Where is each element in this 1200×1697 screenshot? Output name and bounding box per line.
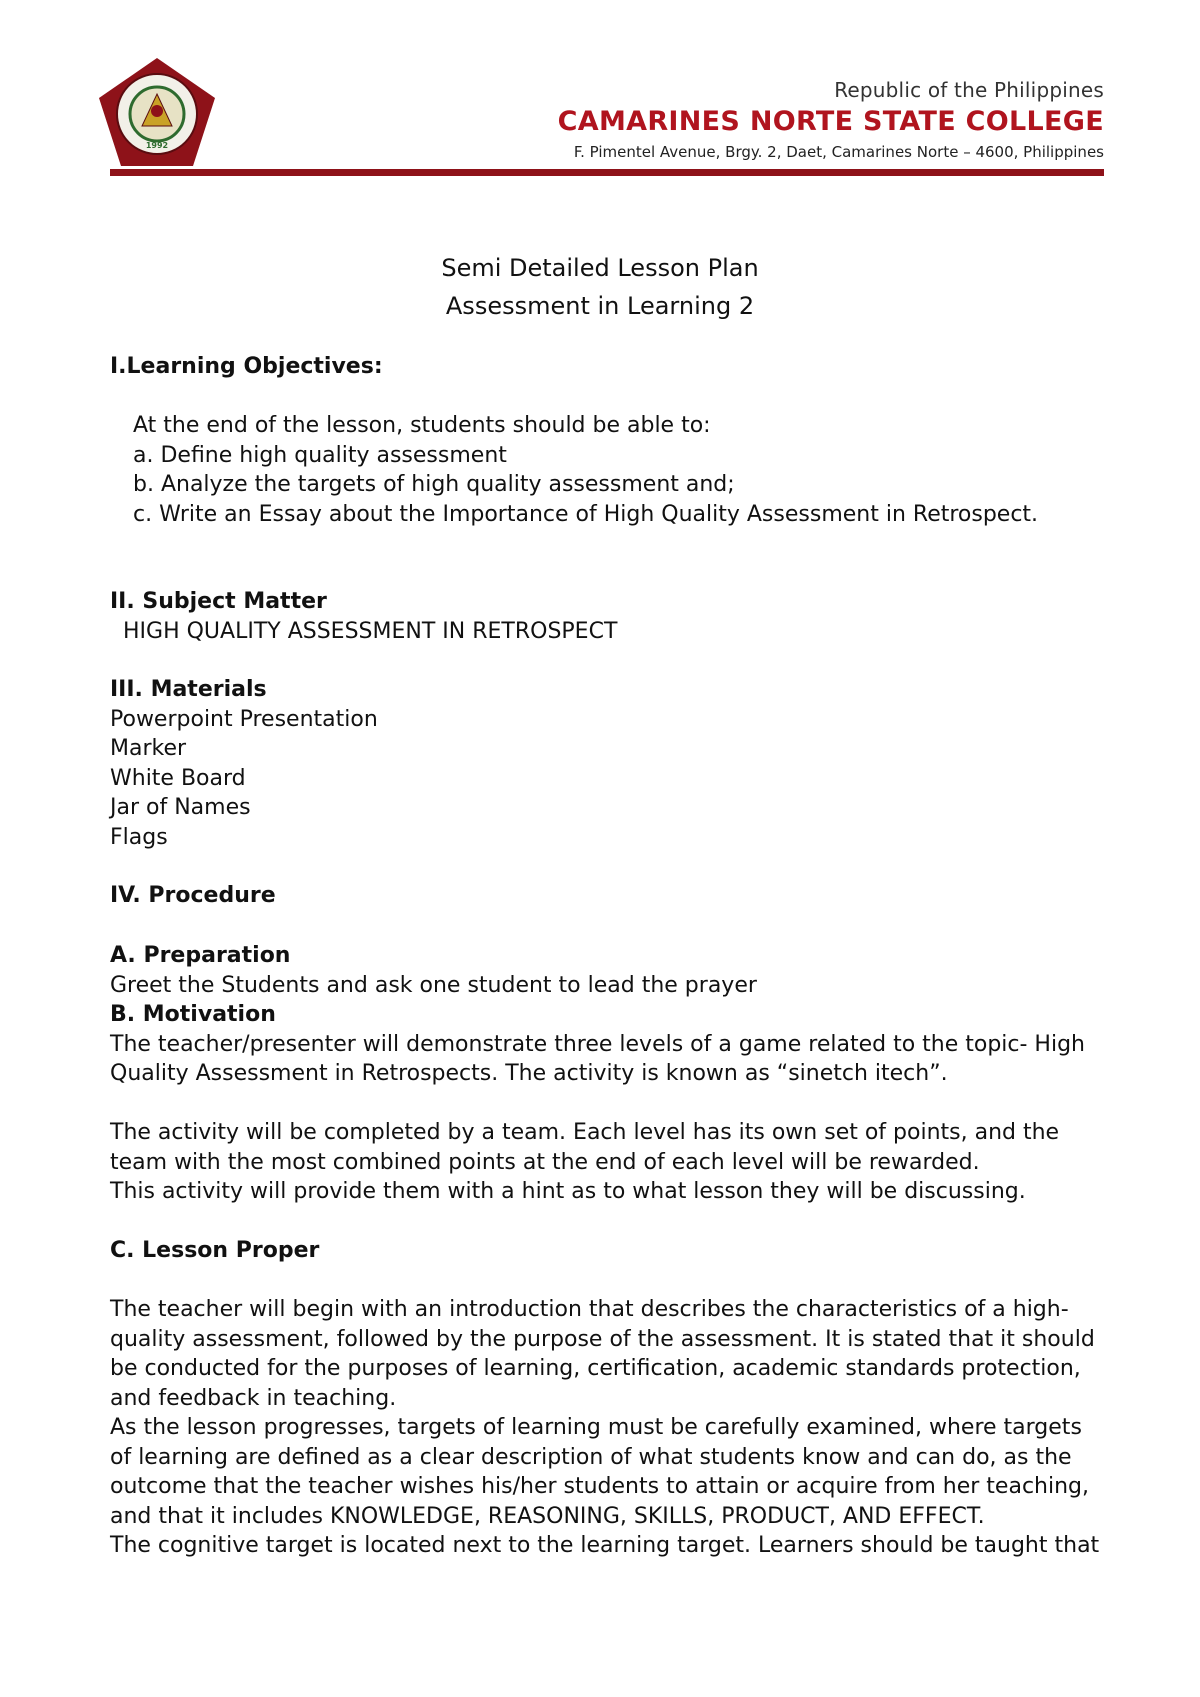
- procedure-section: [110, 881, 1110, 911]
- objective-item: a. Define high quality assessment: [133, 442, 507, 468]
- objectives-intro: At the end of the lesson, students should be able to:: [133, 413, 711, 438]
- procedure-body: [110, 941, 1110, 1561]
- objectives-list: [133, 411, 1133, 529]
- doc-title: Semi Detailed Lesson Plan: [441, 254, 759, 282]
- motivation-heading: B. Motivation: [110, 1002, 276, 1027]
- college-name: CAMARINES NORTE STATE COLLEGE: [557, 106, 1104, 137]
- preparation-text: Greet the Students and ask one student to lead the prayer: [110, 972, 757, 998]
- objectives-heading: I.Learning Objectives:: [110, 354, 383, 379]
- subject-heading: II. Subject Matter: [110, 589, 327, 614]
- material-item: White Board: [110, 765, 246, 791]
- objective-item: c. Write an Essay about the Importance of High Quality Assessment in Retrospect.: [133, 501, 1039, 527]
- materials-heading: III. Materials: [110, 677, 267, 702]
- motivation-paragraph: The teacher/presenter will demonstrate three levels of a game related to the topic- High Quality Assessment in Retrospects. The activity is known as “sinetch itech”.: [110, 1031, 1085, 1086]
- materials-section: [110, 675, 1110, 852]
- lesson-paragraph: The cognitive target is located next to the learning target. Learners should be taught that: [110, 1533, 1100, 1558]
- procedure-heading: IV. Procedure: [110, 883, 276, 908]
- header-rule: [110, 169, 1104, 176]
- seal-year: 1992: [145, 141, 169, 150]
- college-address: F. Pimentel Avenue, Brgy. 2, Daet, Camarines Norte – 4600, Philippines: [573, 143, 1104, 161]
- college-seal-logo: [96, 56, 218, 168]
- lesson-paragraph: The teacher will begin with an introduction that describes the characteristics of a high-quality assessment, followed by the purpose of the assessment. It is stated that it should be conducted for the purposes of learning, certification, academic standards protection, and feedback in teaching.: [110, 1297, 1095, 1411]
- material-item: Powerpoint Presentation: [110, 706, 378, 732]
- lesson-proper-heading: C. Lesson Proper: [110, 1238, 320, 1263]
- subject-section: [110, 587, 1110, 646]
- republic-line: Republic of the Philippines: [834, 78, 1104, 102]
- objective-item: b. Analyze the targets of high quality assessment and;: [133, 472, 735, 497]
- motivation-paragraph: This activity will provide them with a hint as to what lesson they will be discussing.: [110, 1179, 1026, 1204]
- preparation-heading: A. Preparation: [110, 943, 291, 968]
- lesson-paragraph: As the lesson progresses, targets of learning must be carefully examined, where targets of learning are defined as a clear description of what students know and can do, as the outcome that the teacher wishes his/her students to attain or acquire from her teaching, and that it includes KNOWLEDGE, REASONING, SKILLS, PRODUCT, AND EFFECT.: [110, 1415, 1089, 1529]
- doc-subtitle: Assessment in Learning 2: [445, 292, 755, 320]
- letterhead: [558, 78, 1104, 161]
- material-item: Marker: [110, 736, 187, 761]
- material-item: Flags: [110, 824, 168, 850]
- material-item: Jar of Names: [110, 795, 251, 820]
- motivation-paragraph: The activity will be completed by a team. Each level has its own set of points, and the team with the most combined points at the end of each level will be rewarded.: [110, 1120, 1060, 1175]
- subject-text: HIGH QUALITY ASSESSMENT IN RETROSPECT: [123, 618, 618, 644]
